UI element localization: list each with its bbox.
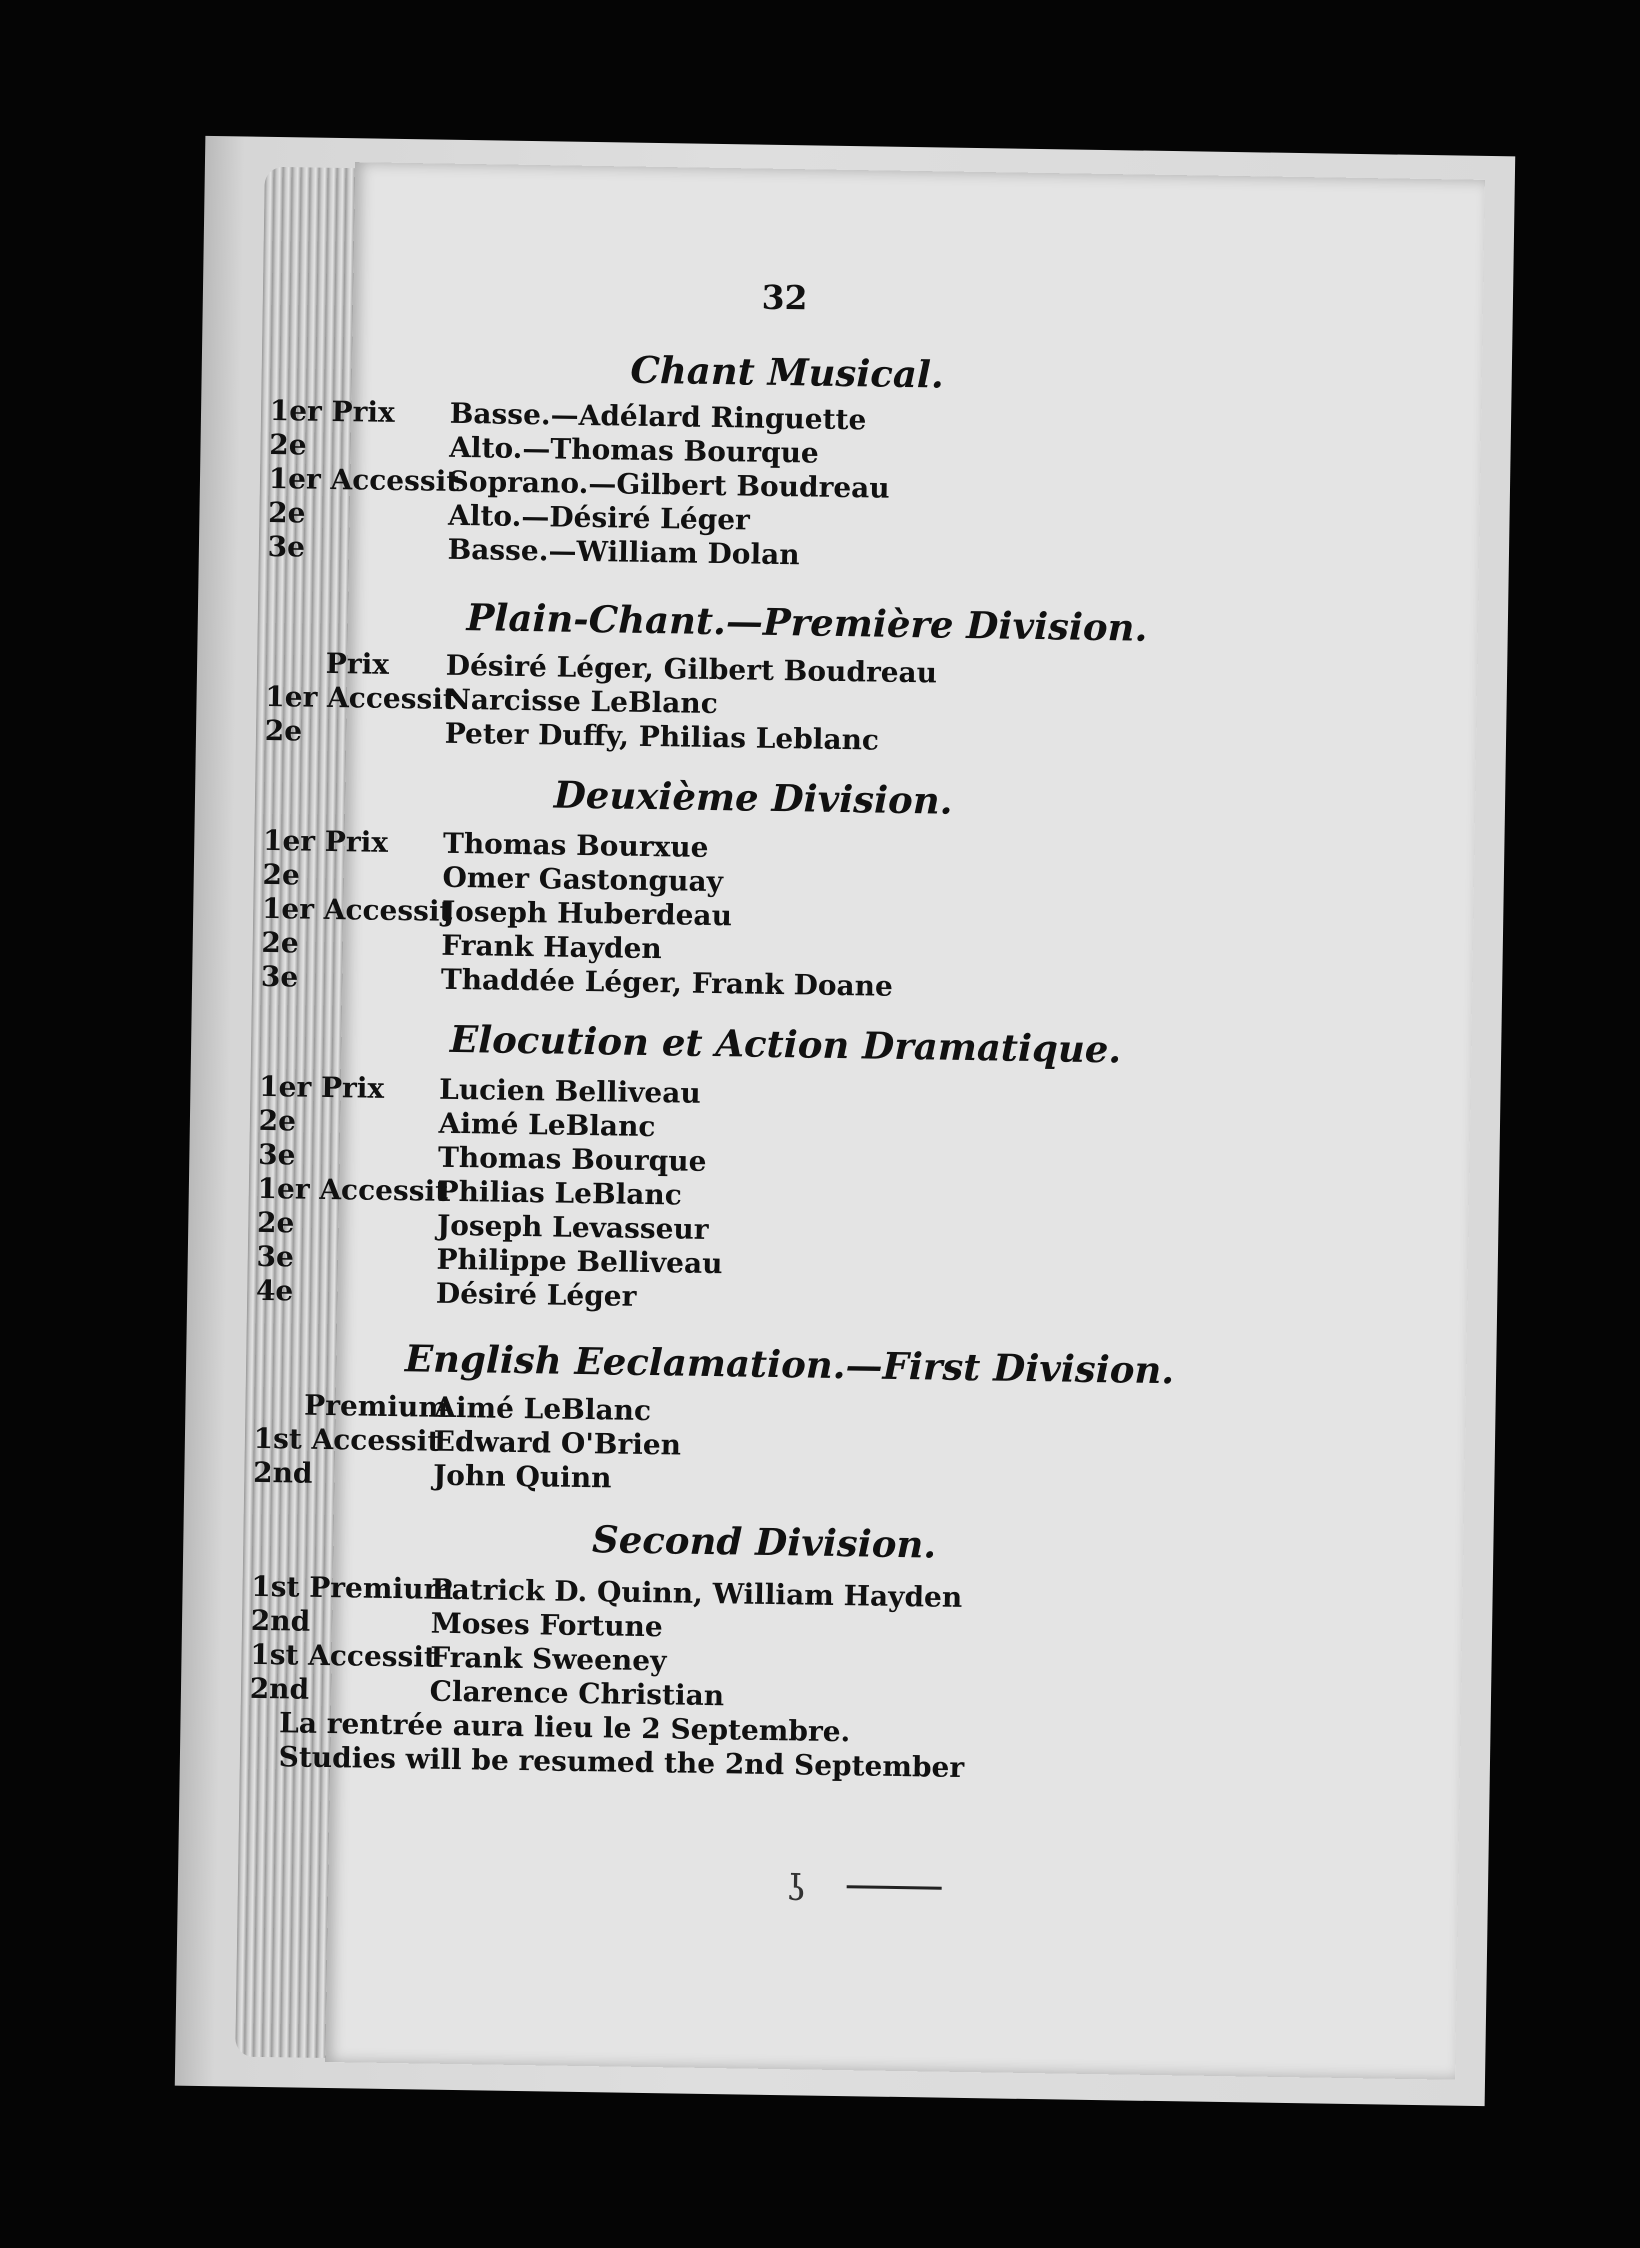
rank-label: 1st Accessit bbox=[253, 1421, 441, 1458]
rank-label: 2nd bbox=[249, 1671, 310, 1706]
section-chant-musical bbox=[630, 348, 944, 397]
rank-label: Prix bbox=[325, 646, 390, 681]
rank-label: 2e bbox=[267, 495, 306, 530]
rank-label: 3e bbox=[260, 959, 299, 994]
entry-text: Basse.—William Dolan bbox=[447, 532, 800, 572]
rank-label: 1er Prix bbox=[269, 393, 395, 429]
entry-text: Philippe Belliveau bbox=[436, 1242, 723, 1281]
rank-label: 1st Premium bbox=[251, 1569, 454, 1607]
section-rows bbox=[267, 394, 891, 574]
entry-text: Alto.—Désiré Léger bbox=[447, 498, 751, 537]
entry-text: Basse.—Adélard Ringuette bbox=[449, 396, 867, 437]
pencil-mark: ʖ bbox=[786, 1868, 807, 1910]
rank-label: 1st Accessit bbox=[249, 1637, 438, 1674]
section-title: English Eeclamation.—First Division. bbox=[404, 1336, 1175, 1393]
rank-label: 1er Prix bbox=[258, 1069, 385, 1105]
rank-label: 2e bbox=[256, 1205, 295, 1240]
entry-text: Soprano.—Gilbert Boudreau bbox=[448, 464, 890, 505]
section-rows bbox=[264, 646, 937, 759]
section-title: Second Division. bbox=[591, 1517, 937, 1567]
section-second-division bbox=[592, 1517, 937, 1566]
rank-label: 2e bbox=[261, 925, 299, 960]
rank-label: 1er Accessit bbox=[261, 891, 453, 928]
entry-text: Joseph Huberdeau bbox=[441, 894, 733, 933]
entry-text: Frank Hayden bbox=[441, 928, 663, 966]
rank-label: 1er Accessit bbox=[265, 679, 457, 716]
entry-text: Désiré Léger bbox=[435, 1276, 637, 1313]
entry-text: Clarence Christian bbox=[429, 1674, 725, 1713]
entry-text: Peter Duffy, Philias Leblanc bbox=[444, 716, 880, 757]
section-deuxieme-division bbox=[553, 772, 952, 822]
rank-label: 3e bbox=[257, 1137, 296, 1172]
entry-text: Edward O'Brien bbox=[433, 1424, 682, 1462]
rank-label: 1er Accessit bbox=[257, 1171, 449, 1208]
section-title: Deuxième Division. bbox=[553, 772, 953, 823]
section-rows bbox=[256, 1070, 726, 1315]
section-title: Elocution et Action Dramatique. bbox=[449, 1016, 1122, 1072]
section-title: Plain-Chant.—Première Division. bbox=[466, 595, 1148, 650]
rank-label: 2e bbox=[262, 857, 301, 892]
section-rows bbox=[253, 1388, 682, 1497]
entry-text: Thaddée Léger, Frank Doane bbox=[440, 962, 894, 1003]
rank-label: 2nd bbox=[252, 1455, 313, 1490]
rank-label: 3e bbox=[256, 1239, 295, 1274]
resumption-note-en: Studies will be resumed the 2nd September bbox=[278, 1740, 965, 1785]
section-rows bbox=[248, 1570, 967, 1785]
resumption-note-fr: La rentrée aura lieu le 2 Septembre. bbox=[278, 1706, 851, 1749]
section-title: Chant Musical. bbox=[630, 347, 945, 397]
entry-text: Moses Fortune bbox=[430, 1606, 663, 1644]
rank-label: Premium bbox=[303, 1388, 449, 1424]
entry-text: Patrick D. Quinn, William Hayden bbox=[431, 1572, 963, 1615]
entry-text: Philias LeBlanc bbox=[437, 1174, 683, 1212]
entry-text: Narcisse LeBlanc bbox=[445, 682, 719, 721]
rank-label: 3e bbox=[267, 529, 306, 564]
entry-text: Aimé LeBlanc bbox=[433, 1390, 652, 1428]
entry-text: Omer Gastonguay bbox=[442, 860, 724, 899]
entry-text: Lucien Belliveau bbox=[438, 1072, 702, 1110]
list-item bbox=[253, 1456, 681, 1497]
rank-label: 2nd bbox=[250, 1603, 311, 1638]
entry-text: Aimé LeBlanc bbox=[438, 1106, 656, 1144]
section-rows bbox=[261, 824, 896, 1004]
rank-label: 4e bbox=[255, 1273, 294, 1308]
rank-label: 2e bbox=[268, 427, 307, 462]
entry-text: Thomas Bourque bbox=[437, 1140, 707, 1178]
page-number: 32 bbox=[761, 277, 808, 318]
entry-text: John Quinn bbox=[432, 1458, 612, 1495]
entry-text: Frank Sweeney bbox=[429, 1640, 667, 1678]
entry-text: Alto.—Thomas Bourque bbox=[448, 430, 820, 470]
entry-text: Joseph Levasseur bbox=[436, 1208, 709, 1246]
entry-text: Désiré Léger, Gilbert Boudreau bbox=[445, 648, 938, 690]
entry-text: Thomas Bourxue bbox=[442, 826, 709, 864]
rank-label: 2e bbox=[264, 713, 303, 748]
rank-label: 1er Prix bbox=[262, 823, 389, 859]
rank-label: 2e bbox=[258, 1103, 297, 1138]
rank-label: 1er Accessit bbox=[268, 461, 460, 498]
